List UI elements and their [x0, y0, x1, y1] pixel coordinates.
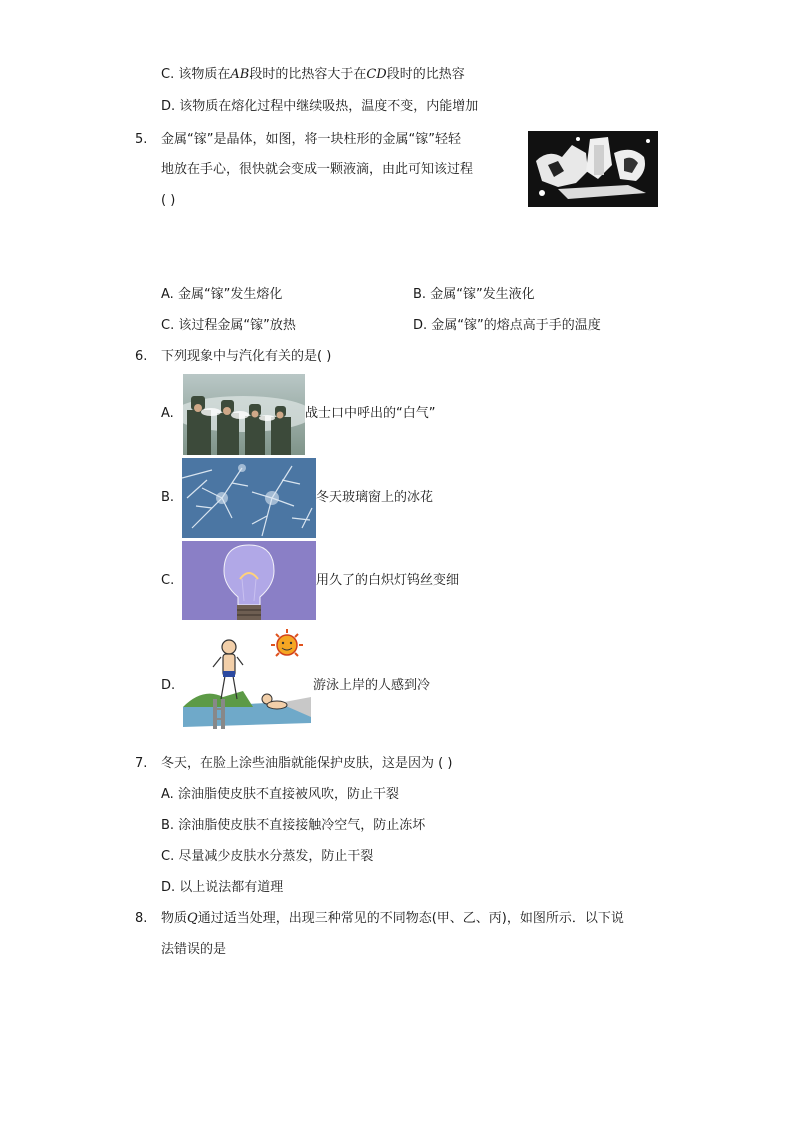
q5-stem-line2: 地放在手心，很快就会变成一颗液滴，由此可知该过程	[161, 162, 474, 177]
q6-option-d-text: 游泳上岸的人感到冷	[313, 678, 431, 693]
option-label: B.	[161, 818, 175, 833]
option-text: 尽量减少皮肤水分蒸发，防止干裂	[178, 849, 374, 864]
q7-number: 7.	[135, 756, 148, 771]
option-text: 金属“镓”的熔点高于手的温度	[431, 318, 601, 333]
q6-option-c-text: 用久了的白炽灯钨丝变细	[316, 573, 460, 588]
option-label: C.	[161, 849, 175, 864]
q8-stem-line2: 法错误的是	[161, 942, 227, 957]
option-text: 涂油脂使皮肤不直接接触冷空气，防止冻坏	[178, 818, 426, 833]
q6-number: 6.	[135, 349, 148, 364]
light-bulb-photo	[182, 541, 316, 620]
option-label: D.	[413, 318, 428, 333]
q8-stem-line1	[161, 911, 624, 927]
segment-cd: CD	[366, 67, 387, 82]
swimmer-illustration	[183, 627, 311, 739]
q8-stem-pre: 物质	[161, 911, 188, 926]
q5-option-b	[413, 287, 535, 303]
q6-option-c-label: C.	[161, 573, 175, 588]
q6-stem: 下列现象中与汽化有关的是( )	[161, 349, 332, 364]
q6-option-d-label: D.	[161, 678, 176, 693]
q6-option-a-label: A.	[161, 406, 174, 421]
option-label: B.	[413, 287, 427, 302]
q5-stem-line3: ( )	[161, 193, 176, 208]
option-text-pre: 该物质在	[178, 67, 231, 82]
q7-option-a	[161, 787, 399, 803]
option-text-mid: 段时的比热容大于在	[249, 67, 367, 82]
q6-option-b-label: B.	[161, 490, 175, 505]
segment-ab: AB	[230, 67, 250, 82]
q7-option-d	[161, 880, 283, 896]
gallium-photo	[528, 131, 658, 207]
q5-option-d	[413, 318, 601, 334]
q5-option-c	[161, 318, 296, 334]
option-label: A.	[161, 787, 174, 802]
q6-option-b-text: 冬天玻璃窗上的冰花	[316, 490, 434, 505]
q5-number: 5.	[135, 132, 148, 147]
q4-option-c	[161, 67, 465, 83]
soldiers-breath-photo	[183, 374, 305, 455]
option-text: 涂油脂使皮肤不直接被风吹，防止干裂	[177, 787, 399, 802]
q6-option-a-text: 战士口中呼出的“白气”	[305, 406, 436, 421]
frost-window-photo	[182, 458, 316, 538]
q7-stem: 冬天，在脸上涂些油脂就能保护皮肤，这是因为 ( )	[161, 756, 453, 771]
option-text: 金属“镓”发生熔化	[177, 287, 283, 302]
option-label: D.	[161, 880, 176, 895]
q8-number: 8.	[135, 911, 148, 926]
option-label: D.	[161, 99, 176, 114]
option-text: 金属“镓”发生液化	[430, 287, 535, 302]
q7-option-c	[161, 849, 373, 865]
option-label: C.	[161, 318, 175, 333]
substance-q: Q	[187, 911, 198, 926]
option-text: 以上说法都有道理	[179, 880, 284, 895]
option-text: 该物质在熔化过程中继续吸热，温度不变，内能增加	[179, 99, 479, 114]
q5-stem-line1: 金属“镓”是晶体，如图，将一块柱形的金属“镓”轻轻	[161, 132, 461, 147]
q5-option-a	[161, 287, 282, 303]
option-label: C.	[161, 67, 175, 82]
option-label: A.	[161, 287, 174, 302]
q8-stem-post: 通过适当处理，出现三种常见的不同物态(甲、乙、丙)，如图所示．以下说	[197, 911, 624, 926]
q4-option-d	[161, 99, 478, 115]
q7-option-b	[161, 818, 425, 834]
option-text: 该过程金属“镓”放热	[178, 318, 296, 333]
option-text-post: 段时的比热容	[386, 67, 465, 82]
